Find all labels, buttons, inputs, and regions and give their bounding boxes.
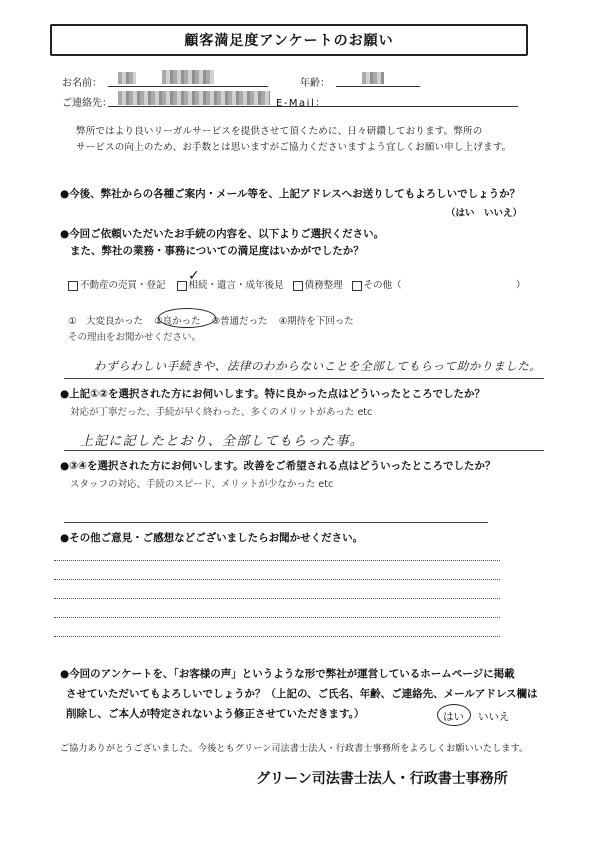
category-inheritance[interactable]: 相続・遺言・成年後見 bbox=[177, 280, 284, 291]
check-mark-icon: ✓ bbox=[188, 268, 200, 284]
q4-answer-line bbox=[64, 522, 488, 523]
rating-1[interactable]: ① 大変良かった bbox=[68, 316, 144, 327]
question-3: ●上記①②を選択された方にお伺いします。特に良かった点はどういったところでしたか？ bbox=[60, 388, 485, 400]
title-box bbox=[50, 24, 528, 56]
intro-line-1: 弊所ではより良いリーガルサービスを提供させて頂くために、日々研鑽しております。弊所の bbox=[76, 126, 483, 137]
category-other[interactable]: その他（ bbox=[352, 280, 402, 291]
comment-line-4[interactable] bbox=[54, 617, 500, 618]
intro-text bbox=[76, 124, 546, 156]
checkbox-other[interactable] bbox=[352, 281, 362, 291]
rating-3[interactable]: ③普通だった bbox=[211, 316, 268, 327]
q4-hint: スタッフの対応、手続のスピード、メリットが少なかった etc bbox=[70, 479, 334, 490]
name-label: お名前： bbox=[62, 78, 102, 89]
question-2-line-1: ●今回ご依頼いただいたお手続の内容を、以下よりご選択ください。 bbox=[60, 228, 385, 240]
office-signature: グリーン司法書士法人・行政書士事務所 bbox=[256, 771, 508, 787]
question-6-line-1: ●今回のアンケートを、「お客様の声」というような形で弊社が運営しているホームページに掲載 bbox=[60, 668, 515, 680]
q6-yes-circle bbox=[437, 704, 471, 726]
q2-handwritten-answer: わずらわしい手続きや、法律のわからないことを全部してもらって助かりました。 bbox=[94, 359, 542, 373]
name-line bbox=[108, 86, 268, 87]
contact-redaction bbox=[118, 91, 270, 105]
reason-prompt: その理由をお聞かせください。 bbox=[68, 332, 202, 343]
q3-answer-line bbox=[64, 450, 544, 451]
comment-line-2[interactable] bbox=[54, 579, 500, 580]
name-redaction-2 bbox=[162, 70, 214, 84]
age-redaction bbox=[362, 72, 384, 84]
question-6-line-2: させていただいてもよろしいでしょうか？（上記の、ご氏名、年齢、ご連絡先、メールアドレス欄は bbox=[66, 688, 538, 700]
q3-hint: 対応が丁寧だった、手続が早く終わった、多くのメリットがあった etc bbox=[70, 407, 373, 418]
checkbox-inheritance[interactable] bbox=[177, 281, 187, 291]
rating-2[interactable]: ②良かった bbox=[154, 316, 201, 327]
rating-4[interactable]: ④期待を下回った bbox=[278, 316, 354, 327]
question-2-line-2: また、弊社の業務・事務についての満足度はいかがでしたか？ bbox=[70, 245, 364, 257]
rating-2-circle bbox=[158, 308, 216, 328]
q6-yes[interactable]: はい bbox=[443, 711, 464, 723]
category-other-close: ） bbox=[516, 280, 526, 291]
q2-answer-line bbox=[64, 378, 544, 379]
thanks-text: ご協力ありがとうございました。今後ともグリーン司法書士法人・行政書士事務所をよろしくお願いいたします。 bbox=[60, 744, 529, 754]
comment-line-1[interactable] bbox=[54, 560, 500, 561]
q1-options: （はい いいえ） bbox=[446, 208, 523, 219]
comment-line-5[interactable] bbox=[54, 636, 500, 637]
page-title: 顧客満足度アンケートのお願い bbox=[184, 33, 394, 49]
age-line bbox=[336, 86, 420, 87]
category-real-estate[interactable]: 不動産の売買・登記 bbox=[68, 280, 166, 291]
q6-no[interactable]: いいえ bbox=[478, 711, 510, 723]
comment-line-3[interactable] bbox=[54, 598, 500, 599]
email-label: E-Mail： bbox=[276, 98, 327, 109]
intro-line-2: サービスの向上のため、お手数とは思いますがご協力くださいますよう宜しくお願い申し上げます。 bbox=[76, 142, 512, 154]
category-debt[interactable]: 債務整理 bbox=[293, 280, 343, 291]
question-1: ●今後、弊社からの各種ご案内・メール等を、上記アドレスへお送りしてもよろしいでしょうか？ bbox=[60, 188, 521, 200]
age-label: 年齢： bbox=[300, 78, 330, 89]
question-5: ●その他ご意見・ご感想などございましたらお聞かせください。 bbox=[60, 532, 364, 544]
q3-handwritten-answer: 上記に記したとおり、全部してもらった事。 bbox=[80, 434, 365, 449]
category-row bbox=[68, 277, 402, 291]
checkbox-debt[interactable] bbox=[293, 281, 303, 291]
question-6-line-3: 削除し、ご本人が特定されないよう修正させていただきます。） bbox=[66, 708, 365, 720]
name-redaction-1 bbox=[118, 72, 136, 84]
question-4: ●③④を選択された方にお伺いします。改善をご希望される点はどういったところでしたか？ bbox=[60, 460, 496, 472]
contact-label: ご連絡先： bbox=[62, 98, 112, 109]
checkbox-real-estate[interactable] bbox=[68, 281, 78, 291]
